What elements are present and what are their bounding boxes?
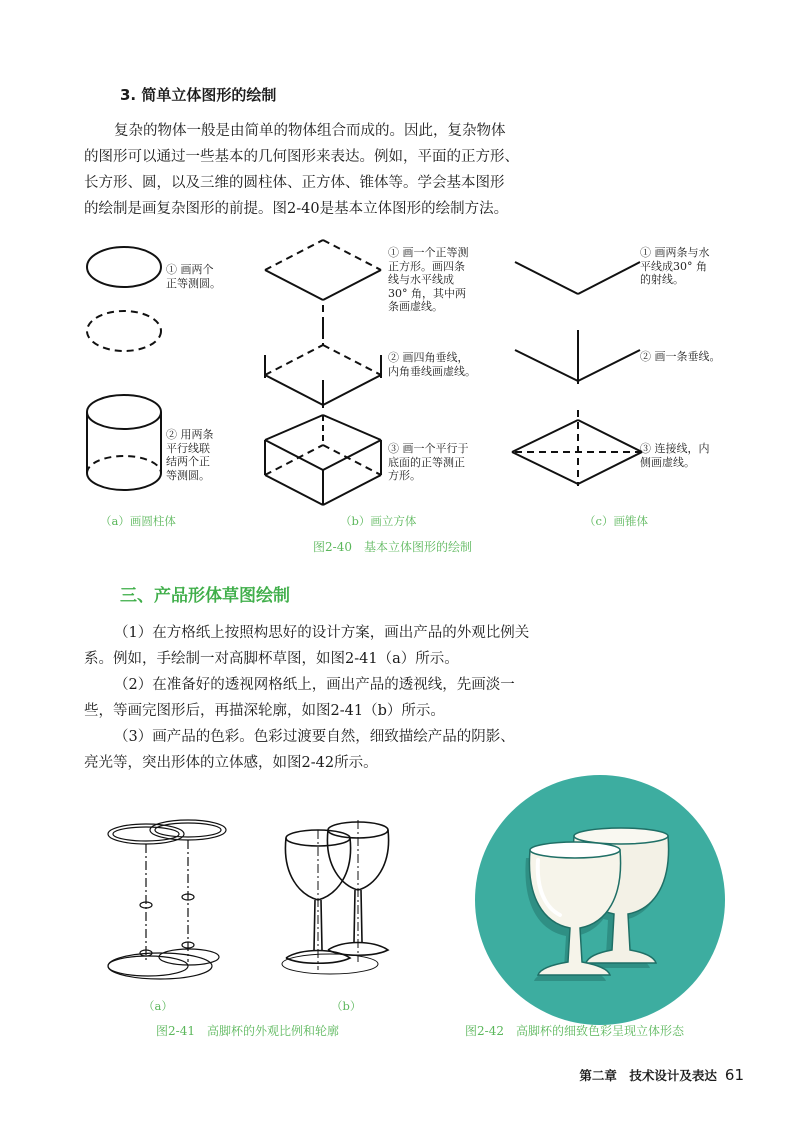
section-heading: 3. 简单立体图形的绘制 — [120, 86, 277, 104]
step-line: （2）在准备好的透视网格纸上，画出产品的透视线，先画淡一 — [114, 677, 515, 693]
footer-chapter: 第二章 技术设计及表达 — [579, 1068, 717, 1083]
product-sketch-heading: 三、产品形体草图绘制 — [120, 586, 290, 606]
fig240-caption: 图2-40 基本立体图形的绘制 — [313, 540, 472, 554]
cube-step3-shape — [265, 415, 381, 505]
step-line: （1）在方格纸上按照构思好的设计方案，画出产品的外观比例关 — [114, 625, 530, 641]
figure-2-42-illustration — [475, 775, 725, 1025]
cone-step3-note: ③ 连接线，内 侧画虚线。 — [640, 442, 710, 469]
cylinder-step2-shape — [87, 395, 161, 490]
fig240-sub-c: （c）画锥体 — [584, 514, 648, 528]
intro-line: 的图形可以通过一些基本的几何图形来表达。例如，平面的正方形、 — [84, 149, 519, 165]
cube-step2-shape — [265, 323, 381, 408]
fig241-caption: 图2-41 高脚杯的外观比例和轮廓 — [156, 1024, 339, 1038]
figure-2-41-sketch — [108, 820, 389, 979]
cone-step2-shape — [515, 330, 640, 384]
page-number: 61 — [724, 1066, 744, 1084]
page-footer — [579, 1066, 744, 1084]
intro-line: 复杂的物体一般是由简单的物体组合而成的。因此，复杂物体 — [114, 123, 506, 139]
fig242-caption: 图2-42 高脚杯的细致色彩呈现立体形态 — [465, 1024, 684, 1038]
cube-step2-note: ② 画四角垂线， 内角垂线画虚线。 — [388, 351, 476, 378]
intro-line: 的绘制是画复杂图形的前提。图2-40是基本立体图形的绘制方法。 — [84, 201, 509, 217]
cylinder-step1b-ellipse — [87, 311, 161, 351]
fig240-sub-a: （a）画圆柱体 — [100, 514, 176, 528]
cone-step1-note: ① 画两条与水 平线成30° 角 的射线。 — [640, 246, 710, 286]
cone-step3-shape — [512, 410, 642, 486]
step-line: （3）画产品的色彩。色彩过渡要自然，细致描绘产品的阴影、 — [114, 729, 515, 745]
fig240-sub-b: （b）画立方体 — [340, 514, 417, 528]
fig241-sub-a: （a） — [143, 999, 173, 1013]
cylinder-step2-note: ② 用两条 平行线联 结两个正 等测圆。 — [166, 428, 214, 482]
cylinder-step1-note: ① 画两个 正等测圆。 — [166, 263, 221, 290]
cube-step1-shape — [265, 240, 381, 300]
cone-step1-shape — [515, 262, 640, 294]
step-line: 些，等画完图形后，再描深轮廓，如图2-41（b）所示。 — [84, 703, 445, 719]
fig241-sub-b: （b） — [331, 999, 362, 1013]
cube-step1-note: ① 画一个正等测 正方形。画四条 线与水平线成 30° 角，其中两 条画虚线。 — [388, 246, 469, 313]
step-line: 系。例如，手绘制一对高脚杯草图，如图2-41（a）所示。 — [84, 651, 459, 667]
cone-step2-note: ② 画一条垂线。 — [640, 350, 721, 363]
steps-paragraph — [84, 620, 584, 776]
cylinder-step1-ellipse — [87, 247, 161, 287]
cube-step3-note: ③ 画一个平行于 底面的正等测正 方形。 — [388, 442, 469, 482]
step-line: 亮光等，突出形体的立体感，如图2-42所示。 — [84, 755, 378, 771]
intro-line: 长方形、圆，以及三维的圆柱体、正方体、锥体等。学会基本图形 — [84, 175, 505, 191]
